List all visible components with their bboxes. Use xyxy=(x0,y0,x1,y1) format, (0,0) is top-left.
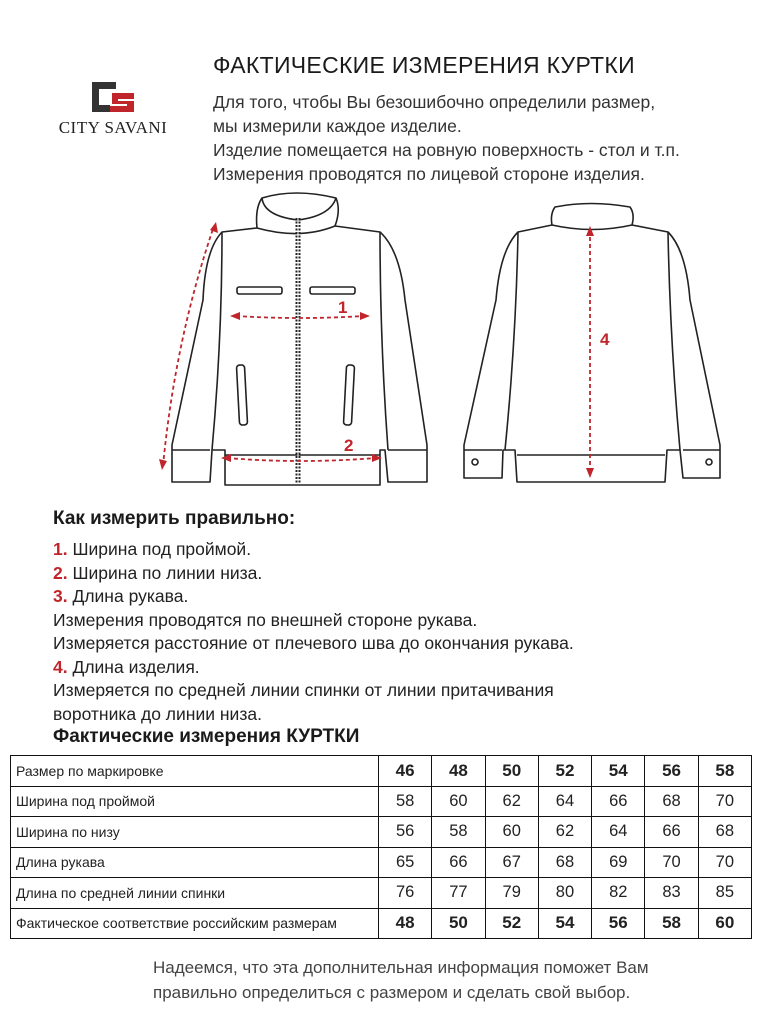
back-jacket-outline xyxy=(464,225,720,482)
table-row xyxy=(11,756,752,787)
table-cell: 68 xyxy=(645,786,698,817)
table-cell: 46 xyxy=(379,756,432,787)
table-cell: 56 xyxy=(645,756,698,787)
table-cell: 60 xyxy=(432,786,485,817)
table-cell: 76 xyxy=(379,878,432,909)
howto-step xyxy=(53,679,574,703)
table-cell: 54 xyxy=(538,908,591,939)
table-row xyxy=(11,878,752,909)
howto-step xyxy=(53,562,574,586)
size-table xyxy=(10,755,752,939)
table-cell: 50 xyxy=(485,756,538,787)
table-cell: 60 xyxy=(485,817,538,848)
howto-step xyxy=(53,632,574,656)
table-cell: 82 xyxy=(592,878,645,909)
brand-name: CITY SAVANI xyxy=(58,118,168,137)
table-cell: 80 xyxy=(538,878,591,909)
row-label: Длина по средней линии спинки xyxy=(11,878,379,909)
brand-logo-mark xyxy=(90,80,136,114)
table-cell: 58 xyxy=(432,817,485,848)
step-text: Измерения проводятся по внешней стороне рукава. xyxy=(53,609,478,630)
page-title: ФАКТИЧЕСКИЕ ИЗМЕРЕНИЯ КУРТКИ xyxy=(213,52,635,78)
row-label: Ширина под проймой xyxy=(11,786,379,817)
step-text: Измеряется по средней линии спинки от линии притачивания xyxy=(53,680,554,700)
table-cell: 50 xyxy=(432,908,485,939)
jacket-diagram xyxy=(150,190,740,490)
step-number: 2. xyxy=(53,562,68,583)
intro-line: Изделие помещается на ровную поверхность - стол и т.п. xyxy=(213,140,680,160)
table-cell: 56 xyxy=(592,908,645,939)
table-cell: 65 xyxy=(379,847,432,878)
table-cell: 58 xyxy=(698,756,751,787)
table-cell: 70 xyxy=(698,786,751,817)
step-text: Ширина под проймой. xyxy=(67,539,252,559)
table-cell: 79 xyxy=(485,878,538,909)
measure-label-2: 2 xyxy=(344,436,354,455)
table-cell: 54 xyxy=(592,756,645,787)
brand-logo xyxy=(48,80,178,140)
table-cell: 52 xyxy=(485,908,538,939)
table-cell: 58 xyxy=(379,786,432,817)
howto-step xyxy=(53,538,574,562)
footer-line: правильно определиться с размером и сделать свой выбор. xyxy=(153,983,631,1002)
howto-title: Как измерить правильно: xyxy=(53,508,296,529)
table-row xyxy=(11,847,752,878)
intro-line: Измерения проводятся по лицевой стороне изделия. xyxy=(213,164,645,184)
table-cell: 64 xyxy=(538,786,591,817)
step-text: Длина рукава. xyxy=(67,586,189,606)
table-cell: 69 xyxy=(592,847,645,878)
table-cell: 64 xyxy=(592,817,645,848)
table-cell: 56 xyxy=(379,817,432,848)
step-text: воротника до линии низа. xyxy=(53,703,262,724)
step-number: 3. xyxy=(53,586,68,606)
table-cell: 66 xyxy=(592,786,645,817)
table-cell: 58 xyxy=(645,908,698,939)
table-cell: 70 xyxy=(698,847,751,878)
measure-label-1: 1 xyxy=(338,298,348,317)
row-label: Ширина по низу xyxy=(11,817,379,848)
step-number: 4. xyxy=(53,656,68,677)
table-cell: 66 xyxy=(645,817,698,848)
intro-text xyxy=(213,90,753,186)
table-row xyxy=(11,908,752,939)
table-cell: 60 xyxy=(698,908,751,939)
table-cell: 66 xyxy=(432,847,485,878)
table-title: Фактические измерения КУРТКИ xyxy=(53,726,360,747)
table-row xyxy=(11,817,752,848)
step-text: Измеряется расстояние от плечевого шва до окончания рукава. xyxy=(53,633,574,653)
table-cell: 52 xyxy=(538,756,591,787)
table-cell: 83 xyxy=(645,878,698,909)
intro-line: мы измерили каждое изделие. xyxy=(213,116,462,136)
table-cell: 68 xyxy=(538,847,591,878)
table-cell: 68 xyxy=(698,817,751,848)
table-cell: 62 xyxy=(538,817,591,848)
howto-step xyxy=(53,609,574,633)
table-row xyxy=(11,786,752,817)
intro-line: Для того, чтобы Вы безошибочно определили размер, xyxy=(213,92,656,112)
table-cell: 85 xyxy=(698,878,751,909)
howto-step xyxy=(53,656,574,680)
table-cell: 62 xyxy=(485,786,538,817)
step-number: 1. xyxy=(53,539,68,559)
table-cell: 77 xyxy=(432,878,485,909)
footer-line: Надеемся, что эта дополнительная информация поможет Вам xyxy=(153,958,649,977)
howto-step xyxy=(53,703,574,727)
step-text: Ширина по линии низа. xyxy=(67,562,263,583)
measure-label-4: 4 xyxy=(600,330,610,349)
row-label: Размер по маркировке xyxy=(11,756,379,787)
howto-steps xyxy=(53,538,574,726)
step-text: Длина изделия. xyxy=(67,656,200,677)
row-label: Длина рукава xyxy=(11,847,379,878)
table-cell: 70 xyxy=(645,847,698,878)
howto-step xyxy=(53,585,574,609)
table-cell: 48 xyxy=(379,908,432,939)
footer-note xyxy=(153,955,753,1005)
table-cell: 48 xyxy=(432,756,485,787)
table-cell: 67 xyxy=(485,847,538,878)
row-label: Фактическое соответствие российским размерам xyxy=(11,908,379,939)
